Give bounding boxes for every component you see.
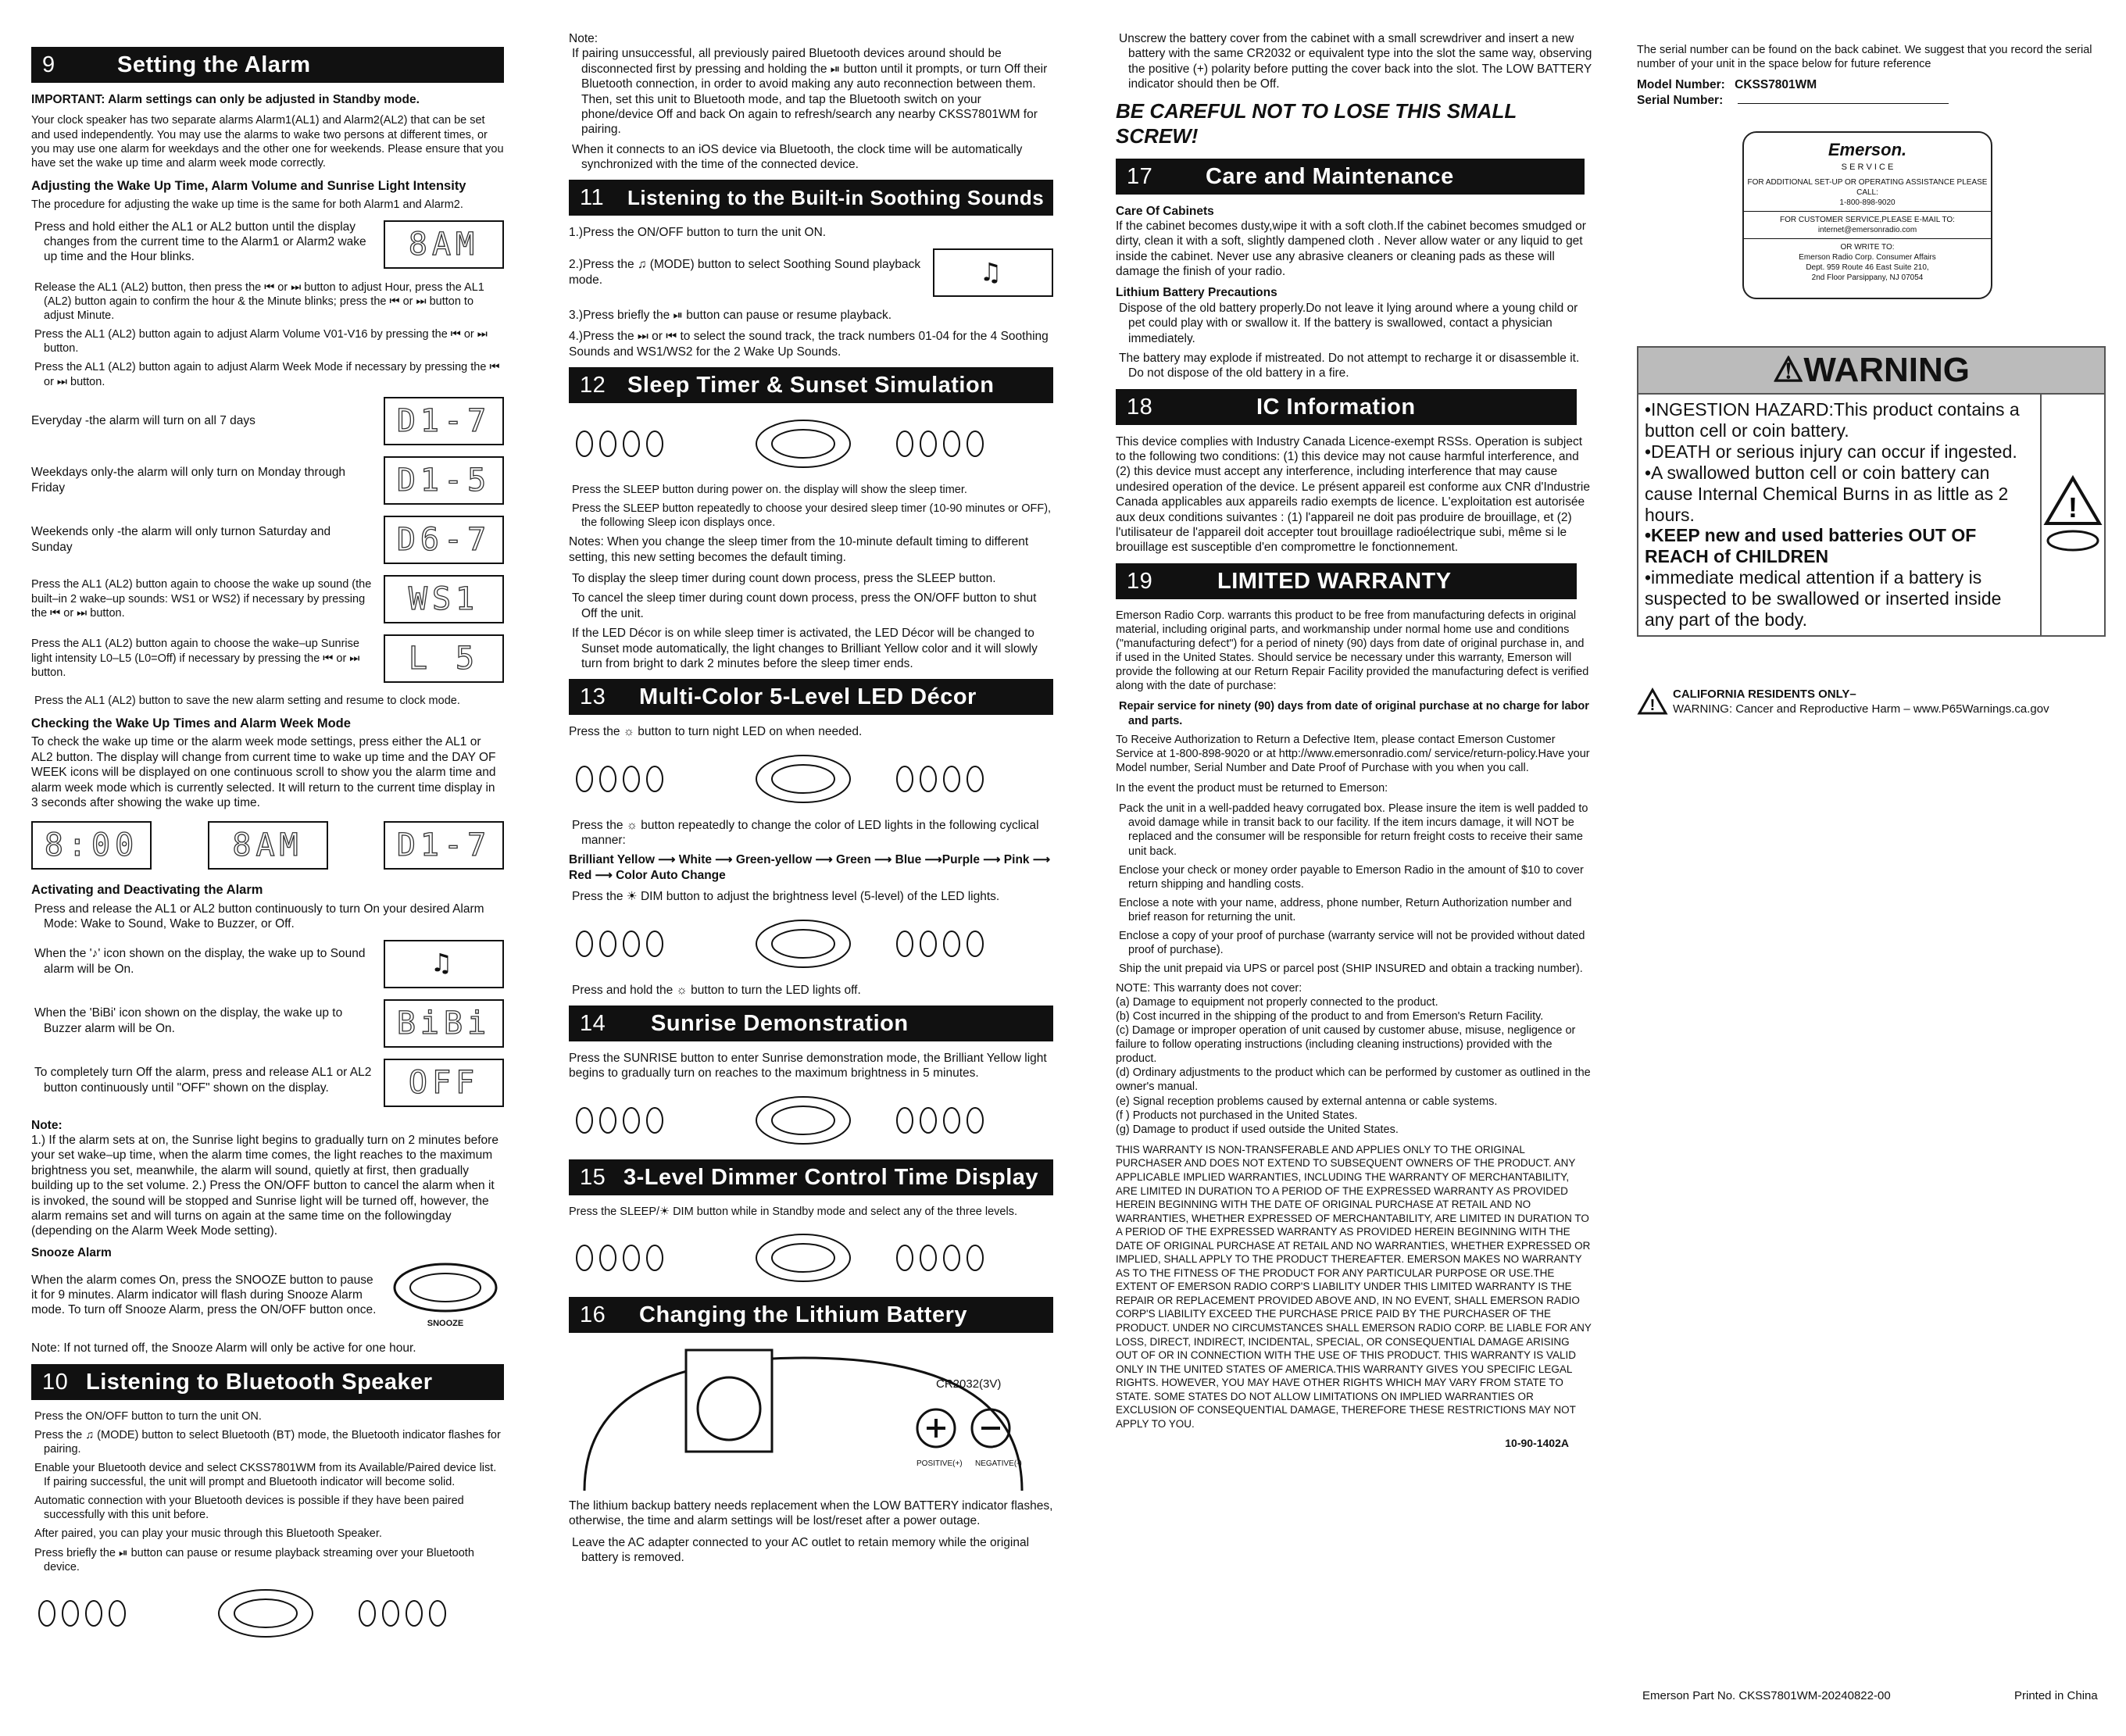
- warranty-code: 10-90-1402A: [1505, 1437, 1569, 1450]
- warning-text: [1638, 395, 2042, 635]
- press-hold-text: Press and hold either the AL1 or AL2 button until the display changes from the current time to the Alarm1 or Alarm2 wake up time and the Hour blinks.: [34, 220, 366, 264]
- serial-intro: The serial number can be found on the back cabinet. We suggest that you record the serial number of your unit in the space below for future reference: [1637, 44, 2092, 71]
- svc-address: Emerson Radio Corp. Consumer Affairs Dept. 959 Route 46 East Suite 210, 2nd Floor Parsippany, NJ 07054: [1799, 252, 1936, 282]
- warranty-p3: In the event the product must be returned to Emerson:: [1116, 782, 1388, 795]
- section-11-header: [569, 180, 1053, 216]
- column-3: [1116, 31, 1592, 1451]
- return-1: Pack the unit in a well-padded heavy corrugated box. Please insure the item is well padded to avoid damage while in transit back to our facility. If the item incurs damage, it will NOT be replaced and the consumer will be responsible for return freight costs to receive their same unit back.: [1119, 802, 1588, 858]
- section-title: Listening to Bluetooth Speaker: [86, 1369, 433, 1395]
- svc-line-2: FOR CUSTOMER SERVICE,PLEASE E-MAIL TO:: [1780, 215, 1955, 224]
- section-19-header: [1116, 563, 1577, 599]
- sound-step-2: 2.)Press the ♫ (MODE) button to select Soothing Sound playback mode.: [569, 258, 921, 287]
- section-12-header: [569, 367, 1053, 403]
- led-p4: Press and hold the ☼ button to turn the LED lights off.: [572, 983, 861, 997]
- lcd-note-icon-2: ♫: [933, 248, 1053, 297]
- weekdays-row: [31, 456, 504, 505]
- control-panel-diagram: [31, 1582, 504, 1645]
- sleep-more-1: To display the sleep timer during count down process, press the SLEEP button.: [572, 572, 996, 585]
- care-text: If the cabinet becomes dusty,wipe it with a soft cloth.If the cabinet becomes smudged or dirty, clean it with a soft, slightly dampened cloth . Never allow water or any liquid to get inside the cabinet. Never use any abrasive cleaners or cleaning pads as these will damage the finish of your radio.: [1116, 219, 1586, 278]
- sleep-more-3: If the LED Décor is on while sleep timer is activated, the LED Décor will be changed to Sunset mode automatically, the light changes to Brilliant Yellow color and it will slowly turn from bright to dark 2 minutes before the sleep timer ends.: [572, 627, 1038, 670]
- section-title: IC Information: [1256, 394, 1416, 420]
- warranty-legal: THIS WARRANTY IS NON-TRANSFERABLE AND APPLIES ONLY TO THE ORIGINAL PURCHASER AND DOES NOT EXTEND TO SUBSEQUENT OWNERS OF THE PRODUCT. ANY APPLICABLE IMPLIED WARRANTIES, INCLUDING THE WARRANTY OF MERCHANTABILITY, ARE LIMITED IN DURATION TO A PERIOD OF THE EXPRESSED WARRANTY AS PROVIDED HEREIN BEGINNING WITH THE DATE OF ORIGINAL PURCHASE AT RETAIL AND NO WARRANTIES, WHETHER EXPRESSED OF MERCHANTABILITY, ARE LIMITED IN DURATION TO A PERIOD OF THE EXPRESSED WARRANTY AS PROVIDED HEREIN BEGINNING WITH THE DATE OF ORIGINAL PURCHASE AT RETAIL AND NO WARRANTIES, WHETHER EXPRESSED OR IMPLIED, SHALL APPLY TO THE PRODUCT THEREAFTER. EMERSON MAKES NO WARRANTY AS TO THE FITNESS OF THE PRODUCT FOR ANY PARTICULAR PURPOSE OR USE.THE EXTENT OF EMERSON RADIO CORP'S LIABILITY UNDER THIS LIMITED WARRANTY IS THE REPAIR OR REPLACEMENT PROVIDED ABOVE AND, IN NO EVENT, SHALL EMERSON RADIO CORP'S LIABILITY EXCEED THE PURCHASE PRICE PAID BY THE PURCHASER OF THE PRODUCT. UNDER NO CIRCUMSTANCES SHALL EMERSON RADIO CORP. BE LIABLE FOR ANY LOSS, DIRECT, INDIRECT, INCIDENTAL, SPECIAL, OR CONSEQUENTIAL DAMAGE ARISING OUT OF OR IN CONNECTION WITH THE USE OF THIS PRODUCT. THIS WARRANTY IS VALID ONLY IN THE UNITED STATES OF AMERICA.THIS WARRANTY GIVES YOU SPECIFIC LEGAL RIGHTS. HOWEVER, YOU MAY HAVE OTHER RIGHTS WHICH MAY VARY FROM STATE TO STATE. SOME STATES DO NOT ALLOW LIMITATIONS ON IMPLIED WARRANTIES OR EXCLUSION OF CONSEQUENTIAL DAMAGE, THEREFORE THESE RESTRICTIONS MAY NOT APPLY TO YOU.: [1116, 1143, 1592, 1430]
- section-9-header: [31, 47, 504, 83]
- everyday-row: [31, 397, 504, 445]
- battery-step: Unscrew the battery cover from the cabinet with a small screwdriver and insert a new battery with the same CR2032 or equivalent type into the slot the same way, observing the positive (+) polarity before putting the cover back into the slot. The LOW BATTERY indicator should then be Off.: [1119, 32, 1592, 91]
- warning-body: [1638, 395, 2104, 635]
- serial-line: [1637, 93, 2106, 108]
- sleep-more-2: To cancel the sleep timer during count down process, press the ON/OFF button to shut Off the unit.: [572, 591, 1037, 620]
- lithium-item-2: The battery may explode if mistreated. Do not attempt to recharge it or disassemble it. Do not dispose of the old battery in a fire.: [1119, 351, 1580, 380]
- nc-2: (b) Cost incurred in the shipping of the product to and from Emerson's Return Facility.: [1116, 1009, 1544, 1023]
- buzzer-row: [31, 999, 504, 1048]
- check-text: To check the wake up time or the alarm week mode settings, press either the AL1 or AL2 button. The display will change from current time to wake up time and the DAY OF WEEK icons will be displayed on one continuous scroll to show you the alarm time and alarm week mode which is currently selected. It will return to the current time display in 3 seconds after showing the wake up time.: [31, 735, 496, 809]
- column-1: [31, 31, 504, 1652]
- lcd-bibi: BiBi: [384, 999, 504, 1048]
- led-p2: Press the ☼ button repeatedly to change the color of LED lights in the following cyclical manner:: [572, 818, 1039, 847]
- lcd-row: [31, 821, 504, 870]
- svc-phone: 1-800-898-9020: [1744, 198, 1991, 212]
- section-10-header: [31, 1364, 504, 1400]
- snooze-label: SNOOZE: [427, 1319, 464, 1329]
- section-15-header: [569, 1159, 1053, 1195]
- weekdays-text: Weekdays only-the alarm will only turn on Monday through Friday: [31, 466, 346, 495]
- warn-item-5: •immediate medical attention if a battery is suspected to be swallowed or inserted inside any part of the body.: [1645, 567, 2002, 630]
- snooze-text: When the alarm comes On, press the SNOOZE button to pause it for 9 minutes. Alarm indicator will flash during Snooze Alarm mode. To turn off Snooze Alarm, press the ON/OFF button once.: [31, 1273, 377, 1317]
- lithium-heading: Lithium Battery Precautions: [1116, 286, 1277, 300]
- section-title: Sleep Timer & Sunset Simulation: [627, 372, 995, 398]
- control-panel-diagram-6: [569, 1227, 1053, 1289]
- model-label: Model Number:: [1637, 78, 1725, 92]
- bt-note-heading: Note:: [569, 32, 598, 45]
- section-title: 3-Level Dimmer Control Time Display: [624, 1164, 1039, 1190]
- bt-item-6: Press briefly the ⏯ button can pause or resume playback streaming over your Bluetooth device.: [34, 1546, 474, 1573]
- section-number: 14: [580, 1010, 606, 1036]
- section-title: LIMITED WARRANTY: [1217, 568, 1452, 594]
- sleep-item-2: Press the SLEEP button repeatedly to choose your desired sleep timer (10-90 minutes or OFF), the following Sleep icon displays once.: [572, 502, 1052, 530]
- column-4: [1637, 43, 2106, 716]
- alarm-intro: Your clock speaker has two separate alarms Alarm1(AL1) and Alarm2(AL2) that can be set and used independently. You may use the alarms to wake two persons at different times, or you may use one alarm for weekdays and the other one for weekends. Please ensure that you have set the wake up time and alarm week mode correctly.: [31, 114, 504, 170]
- nc-1: (a) Damage to equipment not properly connected to the product.: [1116, 995, 1438, 1009]
- snooze-row: [31, 1260, 504, 1330]
- battery-illustration: [569, 1342, 1038, 1498]
- lcd-d17: D1-7: [384, 397, 504, 445]
- section-13-header: [569, 679, 1053, 715]
- everyday-text: Everyday -the alarm will turn on all 7 days: [31, 413, 255, 427]
- nc-5: (e) Signal reception problems caused by external antenna or cable systems.: [1116, 1095, 1498, 1108]
- printed-in: Printed in China: [2014, 1689, 2098, 1702]
- svc-line-3: OR WRITE TO:: [1840, 242, 1895, 252]
- lcd-800: 8:00: [31, 821, 152, 870]
- nc-7: (g) Damage to product if used outside the United States.: [1116, 1123, 1399, 1136]
- important-note: IMPORTANT: Alarm settings can only be adjusted in Standby mode.: [31, 93, 420, 106]
- battery-p1: The lithium backup battery needs replacement when the LOW BATTERY indicator flashes, otherwise, the time and alarm settings will be lost/reset after a power outage.: [569, 1498, 1053, 1528]
- return-3: Enclose a note with your name, address, phone number, Return Authorization number and brief reason for returning the unit.: [1119, 896, 1572, 923]
- bt-item-1: Press the ON/OFF button to turn the unit ON.: [34, 1409, 262, 1423]
- positive-label: POSITIVE(+): [917, 1459, 963, 1468]
- warn-item-2: •DEATH or serious injury can occur if ingested.: [1645, 441, 2017, 462]
- warranty-p1: Emerson Radio Corp. warrants this product to be free from manufacturing defects in original material, including original parts, and workmanship under normal home use and conditions ("manufacturing defect") for a period of ninety (90) days from date of original purchase in, and if used in the United States. Should service be necessary under this warranty, Emerson will provide the following at our Return Repair Facility provided the manufacturing defect is verified along with the date of purchase:: [1116, 609, 1589, 693]
- section-14-header: [569, 1006, 1053, 1041]
- brand-logo: Emerson.: [1828, 140, 1907, 159]
- caution-heading: BE CAREFUL NOT TO LOSE THIS SMALL SCREW!: [1116, 98, 1517, 148]
- note-heading: Note:: [31, 1118, 63, 1132]
- svg-text:!: !: [1649, 696, 1656, 714]
- part-number: Emerson Part No. CKSS7801WM-20240822-00: [1642, 1689, 1891, 1702]
- weekends-row: [31, 516, 504, 564]
- section-title: Listening to the Built-in Soothing Sounds: [627, 186, 1045, 210]
- battery-type-label: CR2032(3V): [936, 1377, 1002, 1391]
- lcd-d67: D6-7: [384, 516, 504, 564]
- press-hold-row: [31, 220, 504, 270]
- warning-title: ⚠WARNING: [1638, 348, 2104, 395]
- lithium-item-1: Dispose of the old battery properly.Do not leave it lying around where a young child or pet could play with or swallow it. If the battery is swallowed, contact a physician immediately.: [1119, 301, 1578, 345]
- check-heading: Checking the Wake Up Times and Alarm Week Mode: [31, 716, 351, 730]
- sunrise-text: Press the SUNRISE button to enter Sunrise demonstration mode, the Brilliant Yellow light begins to gradually turn on reaches to the maximum brightness in 5 minutes.: [569, 1051, 1047, 1081]
- step-1: Release the AL1 (AL2) button, then press the ⏮ or ⏭ button to adjust Hour, press the AL1 (AL2) button again to confirm the hour & the Minute blinks; press the ⏮ or ⏭ button to adjust Minute.: [34, 280, 484, 322]
- warranty-note: NOTE: This warranty does not cover:: [1116, 981, 1302, 995]
- lcd-off: OFF: [384, 1059, 504, 1107]
- off-text: To completely turn Off the alarm, press and release AL1 or AL2 button continuously until "OFF" shown on the display.: [34, 1066, 372, 1095]
- section-title: Setting the Alarm: [117, 52, 311, 77]
- svg-text:!: !: [2068, 491, 2078, 523]
- lcd-note-icon: ♫: [384, 940, 504, 988]
- section-number: 16: [580, 1302, 606, 1327]
- warn-item-1: •INGESTION HAZARD:This product contains a button cell or coin battery.: [1645, 399, 2020, 441]
- section-title: Sunrise Demonstration: [651, 1010, 909, 1036]
- sound-step-1: 1.)Press the ON/OFF button to turn the unit ON.: [569, 226, 827, 240]
- control-panel-diagram-5: [569, 1089, 1053, 1152]
- model-value: CKSS7801WM: [1735, 78, 1817, 92]
- buzzer-text: When the 'BiBi' icon shown on the display, the wake up to Buzzer alarm will be On.: [34, 1006, 343, 1035]
- battery-diagram: [569, 1342, 1053, 1498]
- led-p3: Press the ☀ DIM button to adjust the brightness level (5-level) of the LED lights.: [572, 890, 1000, 904]
- snooze-button-illustration: [387, 1260, 504, 1330]
- ca-heading: CALIFORNIA RESIDENTS ONLY–: [1673, 687, 1856, 701]
- nc-3: (c) Damage or improper operation of unit caused by customer abuse, misuse, negligence or failure to follow operating instructions (including cleaning instructions) provided with the product.: [1116, 1023, 1576, 1066]
- sound-step-2-row: [569, 248, 1053, 297]
- bt-item-5: After paired, you can play your music through this Bluetooth Speaker.: [34, 1527, 382, 1541]
- adjust-intro: The procedure for adjusting the wake up time is the same for both Alarm1 and Alarm2.: [31, 198, 463, 211]
- bt-note-2: When it connects to an iOS device via Bluetooth, the clock time will be automatically synchronized with the time of the connected device.: [572, 142, 1023, 171]
- ic-text: This device complies with Industry Canada Licence-exempt RSSs. Operation is subject to the following two conditions: (1) this device may not cause harmful interference, and (2) this device must accept any interference, including interference that may cause undesired operation of the device. Le présent appareil est conforme aux CNR d'Industrie Canada applicables aux appareils radio exempts de licence. L'exploitation est autorisée aux deux conditions suivantes : (1) l'appareil ne doit pas produire de brouillage, et (2) l'utilisateur de l'appareil doit accepter tout brouillage radioélectrique subi, même si le brouillage est susceptible d'en compromettre le fonctionnement.: [1116, 434, 1590, 555]
- step-3: Press the AL1 (AL2) button again to adjust Alarm Week Mode if necessary by pressing the ⏮ or ⏭ button.: [34, 361, 500, 388]
- serial-label: Serial Number:: [1637, 93, 1724, 107]
- activate-text: Press and release the AL1 or AL2 button continuously to turn On your desired Alarm Mode: Wake to Sound, Wake to Buzzer, or Off.: [34, 902, 484, 931]
- section-number: 10: [42, 1369, 69, 1395]
- light-text: Press the AL1 (AL2) button again to choose the wake–up Sunrise light intensity L0–L5 (L0=Off) if necessary by pressing the ⏮ or ⏭ button.: [31, 638, 360, 679]
- section-16-header: [569, 1297, 1053, 1333]
- warn-item-3: •A swallowed button cell or coin battery can cause Internal Chemical Burns in as little as 2 hours.: [1645, 462, 2009, 525]
- weekends-text: Weekends only -the alarm will only turnon Saturday and Sunday: [31, 525, 331, 554]
- section-17-header: [1116, 159, 1585, 195]
- lcd-d17-2: D1-7: [384, 821, 504, 870]
- coin-battery-warning-icon: [2042, 395, 2104, 635]
- sleep-item-1: Press the SLEEP button during power on. the display will show the sleep timer.: [572, 483, 967, 496]
- section-title: Care and Maintenance: [1206, 163, 1454, 189]
- led-cycle: Brilliant Yellow ⟶ White ⟶ Green-yellow ⟶ Green ⟶ Blue ⟶Purple ⟶ Pink ⟶ Red ⟶ Color Auto Change: [569, 853, 1051, 882]
- serial-blank: [1738, 103, 1949, 104]
- control-panel-diagram-3: [569, 748, 1053, 810]
- lcd-8am-2: 8AM: [208, 821, 328, 870]
- model-line: [1637, 77, 2106, 92]
- adjust-heading: Adjusting the Wake Up Time, Alarm Volume and Sunrise Light Intensity: [31, 178, 466, 193]
- snooze-heading: Snooze Alarm: [31, 1245, 112, 1259]
- section-number: 9: [42, 52, 55, 77]
- ws-text: Press the AL1 (AL2) button again to choose the wake up sound (the built–in 2 wake–up sounds: WS1 or WS2) if necessary by pressing the ⏮ or ⏭ button.: [31, 578, 372, 620]
- led-p1: Press the ☼ button to turn night LED on when needed.: [569, 725, 863, 739]
- nc-4: (d) Ordinary adjustments to the product which can be performed by customer as outlined in the owner's manual.: [1116, 1066, 1591, 1094]
- svc-line-1: FOR ADDITIONAL SET-UP OR OPERATING ASSISTANCE PLEASE CALL:: [1747, 177, 1988, 197]
- battery-item-1: Leave the AC adapter connected to your AC outlet to retain memory while the original battery is removed.: [572, 1535, 1030, 1564]
- ws-row: [31, 575, 504, 623]
- section-number: 13: [580, 684, 606, 710]
- warranty-p2: To Receive Authorization to Return a Defective Item, please contact Emerson Customer Service at 1-800-898-9020 or at http://www.emersonradio.com/ service/return-policy.Have your Model number, Serial Number and Date Proof of Purchase with you when you call.: [1116, 733, 1590, 774]
- nc-6: (f ) Products not purchased in the United States.: [1116, 1109, 1358, 1122]
- step-2: Press the AL1 (AL2) button again to adjust Alarm Volume V01-V16 by pressing the ⏮ or ⏭ button.: [34, 328, 488, 355]
- lcd-ws1: WS1: [384, 575, 504, 623]
- warranty-b1: Repair service for ninety (90) days from date of original purchase at no charge for labor and parts.: [1119, 700, 1589, 727]
- bt-note-1: If pairing unsuccessful, all previously paired Bluetooth devices around should be disconnected first by pressing and holding the ⏯ button until it prompts, or turn Off their Bluetooth connection, in order to avoid making any auto reconnection between them. Then, set this unit to Bluetooth mode, and tap the Bluetooth switch on your phone/device Off and back On again to refresh/search any nearby CKSS7801WM for pairing.: [572, 47, 1048, 137]
- section-number: 12: [580, 372, 606, 398]
- off-row: [31, 1059, 504, 1107]
- negative-label: NEGATIVE(-): [975, 1459, 1022, 1468]
- control-panel-diagram-4: [569, 913, 1053, 975]
- lcd-d15: D1-5: [384, 456, 504, 505]
- section-18-header: [1116, 389, 1577, 425]
- lcd-8am: 8AM: [384, 220, 504, 269]
- service-box: [1742, 131, 1992, 299]
- warning-triangle-icon: [1637, 688, 1668, 716]
- ca-text: WARNING: Cancer and Reproductive Harm – www.P65Warnings.ca.gov: [1673, 702, 2049, 716]
- activate-heading: Activating and Deactivating the Alarm: [31, 883, 263, 898]
- sound-step-4: 4.)Press the ⏭ or ⏮ to select the sound track, the track numbers 01-04 for the 4 Soothing Sounds and WS1/WS2 for the 2 Wake Up Sounds.: [569, 330, 1049, 359]
- snooze-note: Note: If not turned off, the Snooze Alarm will only be active for one hour.: [31, 1341, 416, 1356]
- bt-item-4: Automatic connection with your Bluetooth devices is possible if they have been paired successfully with this unit before.: [34, 1495, 464, 1522]
- return-5: Ship the unit prepaid via UPS or parcel post (SHIP INSURED and obtain a tracking number).: [1119, 963, 1583, 976]
- sound-step-3: 3.)Press briefly the ⏯ button can pause or resume playback.: [569, 308, 892, 322]
- sound-text: When the '♪' icon shown on the display, the wake up to Sound alarm will be On.: [34, 947, 366, 976]
- section-number: 15: [580, 1164, 606, 1190]
- warning-box: [1637, 346, 2106, 637]
- column-2: [569, 31, 1053, 1570]
- bt-item-3: Enable your Bluetooth device and select CKSS7801WM from its Available/Paired device list. If pairing successful, the unit will prompt and Bluetooth indicator will become solid.: [34, 1461, 497, 1488]
- return-2: Enclose your check or money order payable to Emerson Radio in the amount of $10 to cover return shipping and handling costs.: [1119, 863, 1584, 891]
- save-text: Press the AL1 (AL2) button to save the new alarm setting and resume to clock mode.: [34, 694, 460, 707]
- light-row: [31, 634, 504, 683]
- dimmer-text: Press the SLEEP/☀ DIM button while in Standby mode and select any of the three levels.: [569, 1205, 1017, 1218]
- california-warning: [1637, 688, 2106, 717]
- section-number: 18: [1127, 394, 1153, 420]
- service-label: S E R V I C E: [1841, 162, 1894, 172]
- section-number: 11: [580, 185, 605, 211]
- section-number: 19: [1127, 568, 1153, 594]
- sleep-notes: Notes: When you change the sleep timer from the 10-minute default timing to different setting, this new setting becomes the default timing.: [569, 535, 1029, 564]
- bt-item-2: Press the ♫ (MODE) button to select Bluetooth (BT) mode, the Bluetooth indicator flashes for pairing.: [34, 1428, 501, 1456]
- lcd-l5: L 5: [384, 634, 504, 683]
- control-panel-diagram-2: [569, 413, 1053, 475]
- sound-row: [31, 940, 504, 988]
- section-title: Changing the Lithium Battery: [639, 1302, 967, 1327]
- section-title: Multi-Color 5-Level LED Décor: [639, 684, 977, 710]
- svc-email: internet@emersonradio.com: [1744, 225, 1991, 239]
- care-heading: Care Of Cabinets: [1116, 204, 1214, 218]
- section-number: 17: [1127, 163, 1153, 189]
- note-text: 1.) If the alarm sets at on, the Sunrise light begins to gradually turn on 2 minutes before your set wake–up time, when the alarm time comes, the light reaches to the maximum brightness you set, meanwhile, the alarm will sound, quietly at first, then gradually building up to the set volume. 2.) Press the ON/OFF button to cancel the alarm when it is invoked, the sound will be stopped and Sunrise light will be turned off, however, the alarm remains set and will turns on again at the same time on the followingday (depending on the Alarm Week Mode setting).: [31, 1134, 498, 1238]
- warn-item-4: •KEEP new and used batteries OUT OF REACH of CHILDREN: [1645, 525, 1977, 567]
- return-4: Enclose a copy of your proof of purchase (warranty service will not be provided without dated proof of purchase).: [1119, 930, 1585, 957]
